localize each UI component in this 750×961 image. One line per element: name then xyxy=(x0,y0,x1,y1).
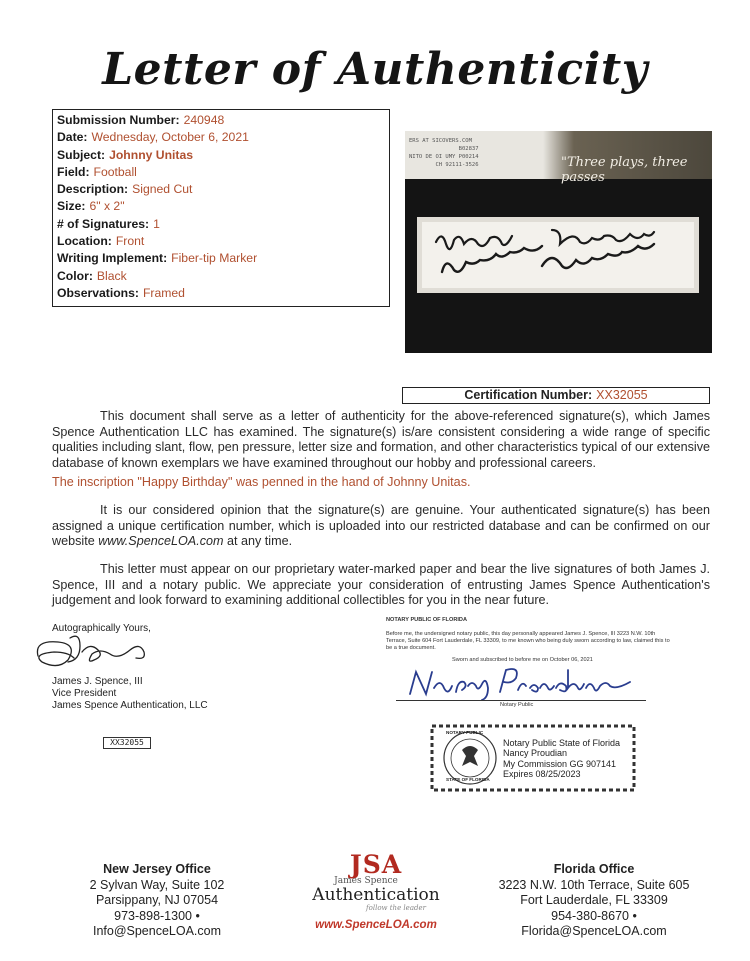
nj-office-title: New Jersey Office xyxy=(103,862,211,876)
item-photo xyxy=(405,131,712,353)
detail-label: Location: xyxy=(57,234,112,249)
seal-bottom-text: STATE OF FLORIDA xyxy=(446,777,490,782)
certification-label: Certification Number: xyxy=(464,388,593,402)
detail-value: Johnny Unitas xyxy=(109,147,194,162)
jsa-line1: James Spence xyxy=(334,876,398,886)
stamp-line: Notary Public State of Florida xyxy=(503,738,621,748)
paragraph-authenticity: This document shall serve as a letter of authenticity for the above-referenced signature(s), which James Spence Authentication LLC has examined. The signature(s) is/are consistent considering a wide range of specific qualities including slant, flow, pen pressure, letter size and formation, and other characteristics typical of our extensive database of known exemplars we have examined throughout our hobby and professional careers. xyxy=(52,409,710,470)
notary-role: Notary Public xyxy=(500,702,534,708)
detail-row xyxy=(57,285,385,302)
nj-office-contact: 973-898-1300 • Info@SpenceLOA.com xyxy=(92,908,222,938)
detail-label: Observations: xyxy=(57,285,139,300)
fl-office-address2: Fort Lauderdale, FL 33309 xyxy=(520,893,668,907)
detail-value: 6" x 2" xyxy=(89,199,125,214)
opinion-text-end: at any time. xyxy=(223,534,293,548)
details-box xyxy=(52,109,390,307)
detail-value: Framed xyxy=(142,285,185,300)
notary-signature-line xyxy=(396,700,646,701)
fl-office xyxy=(478,862,710,940)
spence-name: James J. Spence, III xyxy=(52,676,143,687)
detail-label: Description: xyxy=(57,182,129,197)
nj-office xyxy=(52,862,262,940)
stamp-line: Nancy Proudian xyxy=(503,748,568,758)
detail-value: Football xyxy=(93,164,137,179)
detail-label: Field: xyxy=(57,164,90,179)
notary-signature-image xyxy=(400,662,650,704)
spence-company: James Spence Authentication, LLC xyxy=(52,700,208,711)
detail-value: Wednesday, October 6, 2021 xyxy=(91,130,249,145)
stamp-line: My Commission GG 907141 xyxy=(503,759,617,769)
detail-row xyxy=(57,129,385,146)
detail-value: Signed Cut xyxy=(132,182,193,197)
jsa-tagline: follow the leader xyxy=(366,904,426,912)
detail-value: Fiber-tip Marker xyxy=(171,251,258,266)
stamp-line: Expires 08/25/2023 xyxy=(503,769,581,779)
website-link[interactable]: www.SpenceLOA.com xyxy=(98,534,224,548)
detail-label: Color: xyxy=(57,268,93,283)
detail-value: Front xyxy=(115,234,145,249)
certification-number-box xyxy=(402,387,710,404)
notary-body: Before me, the undersigned notary public, this day personally appeared James J. Spence, III 3223 N.W. 10th Terrace, Suite 604 Fort Lauderdale, FL 33309, to me known who being duly sworn according to law, claimed this to be a true document. xyxy=(386,631,670,651)
detail-row xyxy=(57,164,385,181)
detail-label: Subject: xyxy=(57,147,106,162)
detail-label: Size: xyxy=(57,199,86,214)
detail-value: 1 xyxy=(153,216,160,231)
detail-row xyxy=(57,233,385,250)
paragraph-inscription: The inscription "Happy Birthday" was penned in the hand of Johnny Unitas. xyxy=(52,475,471,489)
fl-office-address1: 3223 N.W. 10th Terrace, Suite 605 xyxy=(498,877,690,892)
paragraph-paper-notice: This letter must appear on our proprietary water-marked paper and bear the live signatures of both James J. Spence, III and a notary public. We appreciate your consideration of entrusting James Spence Authentication's judgement and look forward to examining additional collectibles for you in the near future. xyxy=(52,562,710,607)
inscription-signature-image xyxy=(422,222,694,288)
seal-top-text: NOTARY PUBLIC xyxy=(446,730,484,735)
jsa-website[interactable]: www.SpenceLOA.com xyxy=(315,919,437,931)
jsa-letters: JSA xyxy=(349,850,403,879)
spence-role: Vice President xyxy=(52,688,117,699)
fl-office-contact: 954-380-8670 • Florida@SpenceLOA.com xyxy=(521,908,667,938)
ticket-text: ERS AT SICOVERS.COM B02837 NITO DE OI UMY P00214 CH 92111-3526 xyxy=(409,138,479,168)
spence-signature-image xyxy=(30,628,170,674)
detail-label: Submission Number: xyxy=(57,113,180,127)
detail-label: Writing Implement: xyxy=(57,251,168,266)
notary-sworn: Sworn and subscribed to before me on October 06, 2021 xyxy=(452,657,593,663)
nj-office-address1: 2 Sylvan Way, Suite 102 xyxy=(89,877,225,892)
fl-office-title: Florida Office xyxy=(553,862,635,876)
detail-label: Date: xyxy=(57,130,88,145)
detail-row xyxy=(57,181,385,198)
detail-row xyxy=(57,198,385,215)
detail-value: Black xyxy=(96,268,127,283)
detail-row xyxy=(57,112,385,129)
cert-number-sticker: XX32055 xyxy=(103,737,151,749)
document-title: Letter of Authenticity xyxy=(102,44,648,95)
jsa-line2: Authentication xyxy=(312,885,440,905)
opinion-text: It is our considered opinion that the signature(s) are genuine. Your authenticated signature(s) has been assigned a unique certification number, which is uploaded into our restricted database and can be confirmed on our website xyxy=(52,503,710,548)
detail-value: 240948 xyxy=(183,113,225,127)
certification-value: XX32055 xyxy=(596,388,648,402)
nj-office-address2: Parsippany, NJ 07054 xyxy=(95,893,219,907)
detail-row xyxy=(57,216,385,233)
detail-label: # of Signatures: xyxy=(57,216,150,231)
closing-text: Autographically Yours, xyxy=(52,623,151,634)
photo-banner: "Three plays, three passes xyxy=(561,155,688,185)
signed-cut xyxy=(417,217,699,293)
detail-row xyxy=(57,250,385,267)
notary-header: NOTARY PUBLIC OF FLORIDA xyxy=(386,617,468,623)
detail-row xyxy=(57,268,385,285)
jsa-logo xyxy=(296,852,456,931)
detail-row xyxy=(57,147,385,164)
paragraph-opinion xyxy=(52,503,710,550)
